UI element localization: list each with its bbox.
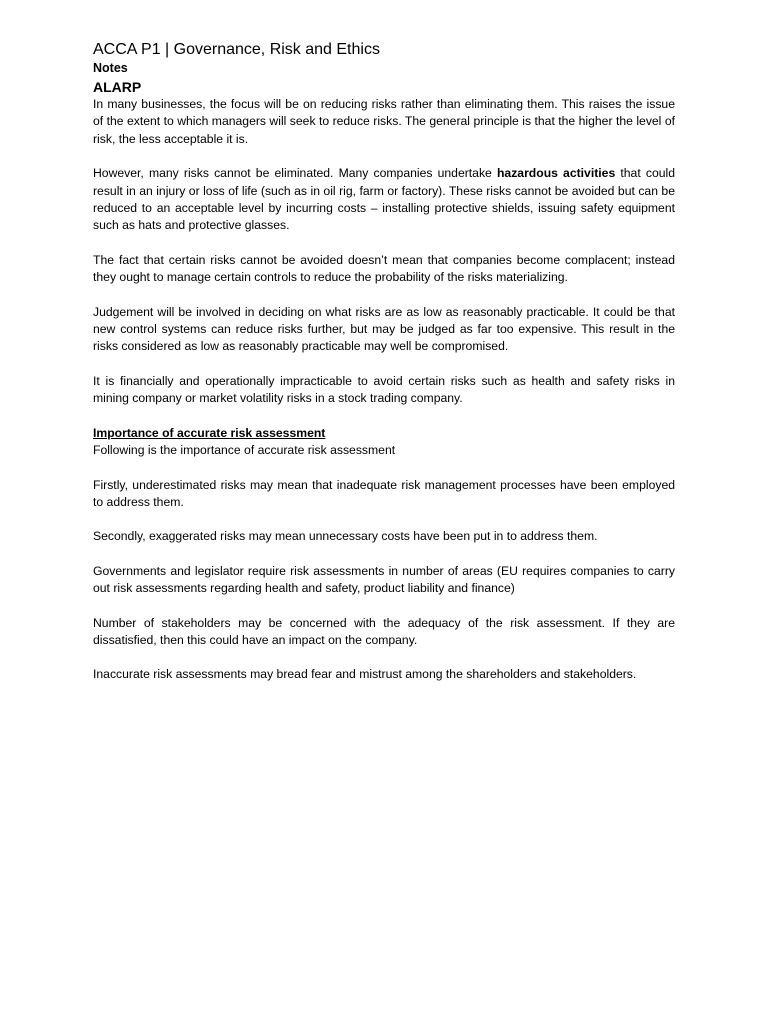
hazardous-activities-term: hazardous activities	[496, 166, 616, 181]
importance-heading: Importance of accurate risk assessment	[93, 425, 326, 440]
alarp-paragraph-1: In many businesses, the focus will be on reducing risks rather than eliminating them. This raises the issue of the extent to which managers will seek to reduce risks. The general principle is that the higher the level of risk, the less acceptable it is.	[93, 97, 675, 146]
importance-paragraph-4: Number of stakeholders may be concerned with the adequacy of the risk assessment. If they are dissatisfied, then this could have an impact on the company.	[93, 615, 675, 647]
alarp-paragraph-2-start: However, many risks cannot be eliminated. Many companies undertake	[93, 166, 497, 181]
alarp-paragraph-3: The fact that certain risks cannot be avoided doesn’t mean that companies become complacent; instead they ought to manage certain controls to reduce the probability of the risks materializing.	[93, 252, 675, 285]
alarp-paragraph-5: It is financially and operationally impracticable to avoid certain risks such as health and safety risks in mining company or market volatility risks in a stock trading company.	[93, 373, 675, 406]
alarp-paragraph-2	[93, 165, 675, 235]
document-title: ACCA P1 | Governance, Risk and Ethics	[93, 41, 380, 58]
importance-paragraph-1: Firstly, underestimated risks may mean that inadequate risk management processes have been employed to address them.	[93, 477, 675, 509]
alarp-paragraph-2-end: that could result in an injury or loss of life (such as in oil rig, farm or factory). These risks cannot be avoided but can be reduced to an acceptable level by incurring costs – installing protective shields, issuing safety equipment such as hats and protective glasses.	[93, 166, 675, 233]
document-page	[93, 40, 675, 684]
importance-paragraph-3: Governments and legislator require risk assessments in number of areas (EU requires companies to carry out risk assessments regarding health and safety, product liability and finance)	[93, 563, 675, 596]
importance-paragraph-5: Inaccurate risk assessments may bread fear and mistrust among the shareholders and stakeholders.	[93, 667, 637, 682]
alarp-paragraph-4: Judgement will be involved in deciding on what risks are as low as reasonably practicable. It could be that new control systems can reduce risks further, but may be judged as far too expensive. This result in the risks considered as low as reasonably practicable may well be compromised.	[93, 304, 675, 354]
importance-paragraph-2: Secondly, exaggerated risks may mean unnecessary costs have been put in to address them.	[93, 529, 598, 544]
importance-intro: Following is the importance of accurate risk assessment	[93, 443, 396, 458]
document-subtitle: Notes	[93, 61, 128, 75]
alarp-heading: ALARP	[93, 79, 142, 95]
